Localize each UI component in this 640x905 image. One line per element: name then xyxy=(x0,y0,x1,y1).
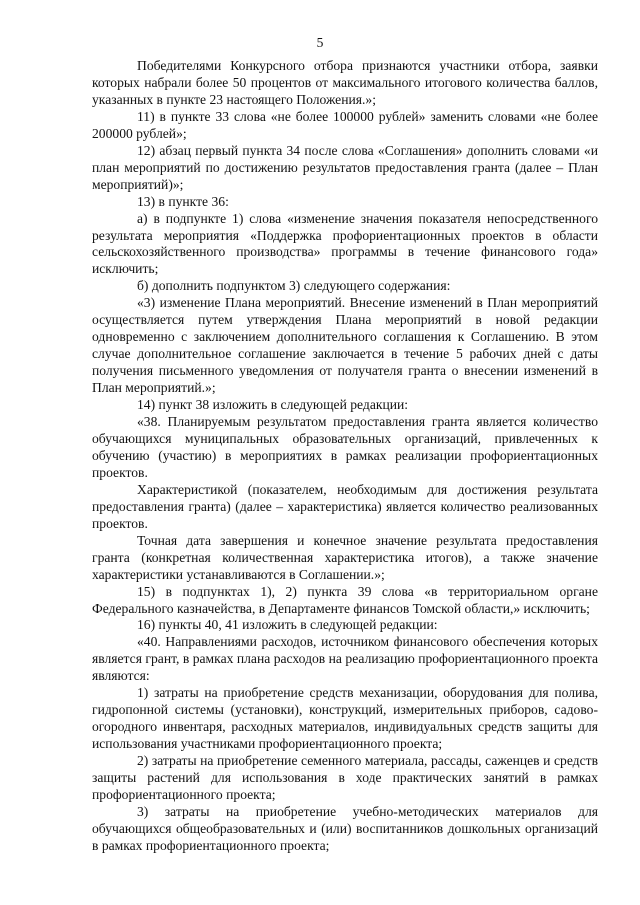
paragraph-expense-2: 2) затраты на приобретение семенного материала, рассады, саженцев и средств защиты растений для использования в ходе практических занятий в рамках профориентационного проекта; xyxy=(92,753,598,802)
paragraph-item-11: 11) в пункте 33 слова «не более 100000 рублей» заменить словами «не более 200000 рублей»; xyxy=(92,108,598,141)
paragraph-item-13a: а) в подпункте 1) слова «изменение значения показателя непосредственного результата мероприятия «Поддержка профориентационных проектов в области сельскохозяйственного производства» программы в течение финансового года» исключить; xyxy=(92,210,598,277)
paragraph-expense-1: 1) затраты на приобретение средств механизации, оборудования для полива, гидропонной системы (установки), конструкций, измерительных приборов, садово-огородного инвентаря, расходных материалов, индивидуальных средств защиты для использования участниками профориентационного проекта; xyxy=(92,685,598,752)
paragraph-exact-date: Точная дата завершения и конечное значение результата предоставления гранта (конкретная количественная характеристика итогов), а также значение характеристики устанавливаются в Соглашении.»; xyxy=(92,532,598,582)
paragraph-item-14: 14) пункт 38 изложить в следующей редакции: xyxy=(137,397,409,413)
document-body xyxy=(92,58,598,855)
paragraph-item-12: 12) абзац первый пункта 34 после слова «Соглашения» дополнить словами «и план мероприятий по достижению результатов предоставления гранта (далее – План мероприятий)»; xyxy=(92,142,598,192)
paragraph-item-16: 16) пункты 40, 41 изложить в следующей редакции: xyxy=(137,617,438,633)
paragraph-expense-3: 3) затраты на приобретение учебно-методических материалов для обучающихся общеобразовательных и (или) воспитанников дошкольных организаций в рамках профориентационного проекта; xyxy=(92,803,598,853)
page-number: 5 xyxy=(316,35,324,50)
paragraph-winners-criteria: Победителями Конкурсного отбора признаются участники отбора, заявки которых набрали более 50 процентов от максимального итогового количества баллов, указанных в пункте 23 настоящего Положения.»; xyxy=(92,58,598,107)
paragraph-item-13: 13) в пункте 36: xyxy=(137,193,229,209)
paragraph-point-40: «40. Направлениями расходов, источником финансового обеспечения которых является грант, в рамках плана расходов на реализацию профориентационного проекта являются: xyxy=(92,634,598,684)
paragraph-item-13b: б) дополнить подпунктом 3) следующего содержания: xyxy=(137,278,451,294)
paragraph-subitem-3: «3) изменение Плана мероприятий. Внесение изменений в План мероприятий осуществляется путем утверждения Плана мероприятий в новой редакции одновременно с заключением дополнительного соглашения к Соглашению. В этом случае дополнительное соглашение заключается в течение 5 рабочих дней с даты получения письменного уведомления от получателя гранта о внесении изменений в План мероприятий.»; xyxy=(92,295,598,396)
paragraph-item-15: 15) в подпунктах 1), 2) пункта 39 слова «в территориальном органе Федерального казначейства, в Департаменте финансов Томской области,» исключить; xyxy=(92,583,598,616)
paragraph-point-38: «38. Планируемым результатом предоставления гранта является количество обучающихся муниципальных образовательных организаций, привлеченных к обучению (участию) в мероприятиях в рамках реализации профориентационных проектов. xyxy=(92,414,598,480)
paragraph-characteristic: Характеристикой (показателем, необходимым для достижения результата предоставления гранта) (далее – характеристика) является количество реализованных проектов. xyxy=(92,481,598,531)
